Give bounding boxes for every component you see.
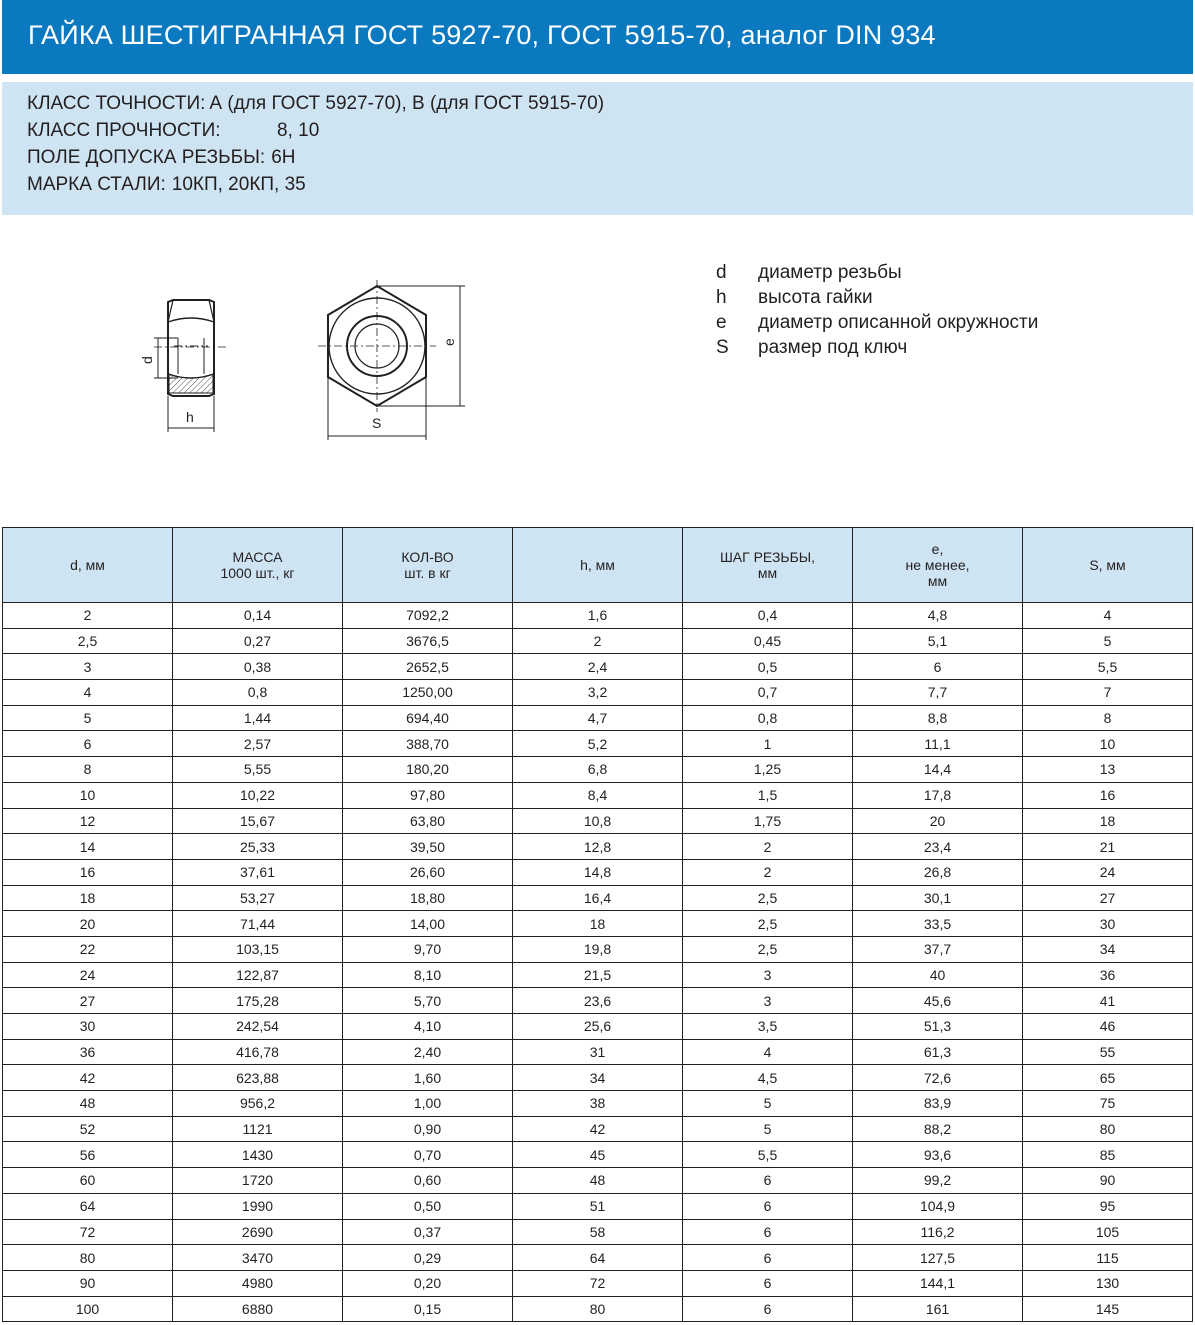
table-cell: 19,8 <box>513 936 683 962</box>
table-cell: 3470 <box>173 1245 343 1271</box>
table-cell: 103,15 <box>173 936 343 962</box>
column-header <box>1023 528 1193 603</box>
table-cell: 42 <box>513 1116 683 1142</box>
table-cell: 38 <box>513 1091 683 1117</box>
table-cell: 11,1 <box>853 731 1023 757</box>
column-header <box>343 528 513 603</box>
table-cell: 0,70 <box>343 1142 513 1168</box>
table-cell: 39,50 <box>343 834 513 860</box>
table-cell: 21 <box>1023 834 1193 860</box>
table-cell: 30 <box>3 1014 173 1040</box>
table-cell: 90 <box>3 1270 173 1296</box>
table-cell: 1,6 <box>513 603 683 629</box>
table-cell: 144,1 <box>853 1270 1023 1296</box>
table-cell: 3676,5 <box>343 628 513 654</box>
table-cell: 6 <box>683 1245 853 1271</box>
table-cell: 6 <box>683 1296 853 1322</box>
table-cell: 4,8 <box>853 603 1023 629</box>
spec-strength-value: 8, 10 <box>277 120 320 141</box>
table-cell: 161 <box>853 1296 1023 1322</box>
table-cell: 5 <box>683 1116 853 1142</box>
table-cell: 2 <box>3 603 173 629</box>
spec-accuracy-value: А (для ГОСТ 5927-70), В (для ГОСТ 5915-70) <box>209 93 605 114</box>
table-cell: 53,27 <box>173 885 343 911</box>
table-row <box>3 936 1193 962</box>
table-cell: 3,2 <box>513 680 683 706</box>
table-cell: 0,29 <box>343 1245 513 1271</box>
table-cell: 122,87 <box>173 962 343 988</box>
table-row <box>3 859 1193 885</box>
table-cell: 0,27 <box>173 628 343 654</box>
table-cell: 1,44 <box>173 705 343 731</box>
table-cell: 956,2 <box>173 1091 343 1117</box>
table-cell: 17,8 <box>853 782 1023 808</box>
table-row <box>3 1245 1193 1271</box>
table-cell: 16 <box>3 859 173 885</box>
dimensions-table-container <box>2 527 1193 1322</box>
table-cell: 64 <box>513 1245 683 1271</box>
table-cell: 0,4 <box>683 603 853 629</box>
nut-technical-drawing <box>120 270 500 450</box>
table-row <box>3 885 1193 911</box>
dimensions-table <box>2 527 1193 1322</box>
table-cell: 0,20 <box>343 1270 513 1296</box>
table-cell: 12,8 <box>513 834 683 860</box>
table-cell: 145 <box>1023 1296 1193 1322</box>
table-cell: 55 <box>1023 1039 1193 1065</box>
table-cell: 8,4 <box>513 782 683 808</box>
table-row <box>3 962 1193 988</box>
table-cell: 21,5 <box>513 962 683 988</box>
table-cell: 6 <box>683 1270 853 1296</box>
table-cell: 99,2 <box>853 1168 1023 1194</box>
table-cell: 0,5 <box>683 654 853 680</box>
table-cell: 2 <box>513 628 683 654</box>
table-cell: 14,00 <box>343 911 513 937</box>
table-row <box>3 1193 1193 1219</box>
table-cell: 4 <box>1023 603 1193 629</box>
table-row <box>3 1065 1193 1091</box>
table-cell: 5,1 <box>853 628 1023 654</box>
spec-tolerance-value: 6Н <box>271 147 296 168</box>
table-cell: 8 <box>1023 705 1193 731</box>
table-cell: 10,8 <box>513 808 683 834</box>
table-cell: 37,61 <box>173 859 343 885</box>
table-cell: 5,2 <box>513 731 683 757</box>
table-cell: 51,3 <box>853 1014 1023 1040</box>
column-header-line: КОЛ-ВО <box>401 549 454 565</box>
table-cell: 388,70 <box>343 731 513 757</box>
table-cell: 2 <box>683 834 853 860</box>
table-cell: 18 <box>3 885 173 911</box>
table-row <box>3 757 1193 783</box>
column-header <box>173 528 343 603</box>
table-cell: 15,67 <box>173 808 343 834</box>
table-cell: 2,40 <box>343 1039 513 1065</box>
table-cell: 26,8 <box>853 859 1023 885</box>
table-cell: 80 <box>3 1245 173 1271</box>
table-cell: 1,00 <box>343 1091 513 1117</box>
table-cell: 83,9 <box>853 1091 1023 1117</box>
table-cell: 4,7 <box>513 705 683 731</box>
spec-strength <box>27 120 320 142</box>
table-cell: 36 <box>1023 962 1193 988</box>
table-cell: 2690 <box>173 1219 343 1245</box>
table-cell: 8 <box>3 757 173 783</box>
spec-tolerance <box>27 147 296 169</box>
table-cell: 80 <box>513 1296 683 1322</box>
table-cell: 7092,2 <box>343 603 513 629</box>
table-row <box>3 1014 1193 1040</box>
table-cell: 623,88 <box>173 1065 343 1091</box>
table-cell: 24 <box>3 962 173 988</box>
table-header-row <box>3 528 1193 603</box>
table-cell: 45 <box>513 1142 683 1168</box>
table-body <box>3 603 1193 1322</box>
table-cell: 0,50 <box>343 1193 513 1219</box>
table-cell: 416,78 <box>173 1039 343 1065</box>
table-cell: 5,55 <box>173 757 343 783</box>
table-cell: 16 <box>1023 782 1193 808</box>
table-cell: 48 <box>513 1168 683 1194</box>
table-cell: 175,28 <box>173 988 343 1014</box>
spec-steel-value: 10КП, 20КП, 35 <box>171 174 306 195</box>
column-header-line: e, <box>931 541 944 557</box>
column-header <box>3 528 173 603</box>
table-cell: 37,7 <box>853 936 1023 962</box>
table-cell: 20 <box>853 808 1023 834</box>
table-row <box>3 628 1193 654</box>
table-cell: 1121 <box>173 1116 343 1142</box>
table-cell: 30 <box>1023 911 1193 937</box>
table-cell: 3 <box>683 988 853 1014</box>
table-row <box>3 731 1193 757</box>
table-row <box>3 808 1193 834</box>
table-cell: 0,60 <box>343 1168 513 1194</box>
title-bar <box>2 0 1193 74</box>
column-header-line: ШАГ РЕЗЬБЫ, <box>719 549 816 565</box>
page-title: ГАЙКА ШЕСТИГРАННАЯ ГОСТ 5927-70, ГОСТ 5915-70, аналог DIN 934 <box>28 20 936 50</box>
table-cell: 0,15 <box>343 1296 513 1322</box>
table-cell: 72,6 <box>853 1065 1023 1091</box>
table-row <box>3 834 1193 860</box>
legend-description: диаметр описанной окружности <box>758 312 1039 333</box>
table-cell: 18 <box>513 911 683 937</box>
legend-symbol: e <box>716 312 727 333</box>
table-cell: 64 <box>3 1193 173 1219</box>
table-row <box>3 782 1193 808</box>
table-cell: 115 <box>1023 1245 1193 1271</box>
legend-symbol: d <box>716 262 727 283</box>
drawing-label-h: h <box>186 409 194 425</box>
table-cell: 60 <box>3 1168 173 1194</box>
table-cell: 2,5 <box>683 911 853 937</box>
drawing-label-s: S <box>372 415 382 431</box>
column-header-line: мм <box>927 573 948 589</box>
table-cell: 0,90 <box>343 1116 513 1142</box>
drawing-label-e: e <box>441 338 457 346</box>
column-header-line: 1000 шт., кг <box>220 565 295 581</box>
table-cell: 90 <box>1023 1168 1193 1194</box>
table-cell: 25,6 <box>513 1014 683 1040</box>
table-cell: 0,14 <box>173 603 343 629</box>
table-row <box>3 705 1193 731</box>
table-cell: 130 <box>1023 1270 1193 1296</box>
table-cell: 5,5 <box>683 1142 853 1168</box>
table-cell: 33,5 <box>853 911 1023 937</box>
table-cell: 10,22 <box>173 782 343 808</box>
table-cell: 694,40 <box>343 705 513 731</box>
spec-strength-label: КЛАСС ПРОЧНОСТИ: <box>27 120 221 141</box>
table-cell: 75 <box>1023 1091 1193 1117</box>
table-cell: 3 <box>3 654 173 680</box>
table-cell: 48 <box>3 1091 173 1117</box>
table-cell: 13 <box>1023 757 1193 783</box>
table-cell: 27 <box>1023 885 1193 911</box>
table-cell: 0,45 <box>683 628 853 654</box>
table-row <box>3 1116 1193 1142</box>
table-cell: 2,5 <box>683 885 853 911</box>
table-cell: 16,4 <box>513 885 683 911</box>
table-cell: 8,8 <box>853 705 1023 731</box>
spec-accuracy-label: КЛАСС ТОЧНОСТИ: <box>27 93 206 114</box>
column-header <box>853 528 1023 603</box>
table-cell: 88,2 <box>853 1116 1023 1142</box>
column-header-line: d, мм <box>70 557 105 573</box>
table-cell: 0,8 <box>683 705 853 731</box>
column-header-line: S, мм <box>1089 557 1126 573</box>
table-cell: 72 <box>513 1270 683 1296</box>
table-cell: 2,4 <box>513 654 683 680</box>
table-cell: 41 <box>1023 988 1193 1014</box>
table-row <box>3 988 1193 1014</box>
table-cell: 1,75 <box>683 808 853 834</box>
column-header-line: не менее, <box>905 557 970 573</box>
table-cell: 85 <box>1023 1142 1193 1168</box>
table-cell: 18,80 <box>343 885 513 911</box>
table-cell: 23,4 <box>853 834 1023 860</box>
table-row <box>3 1296 1193 1322</box>
table-row <box>3 1142 1193 1168</box>
table-cell: 1,5 <box>683 782 853 808</box>
table-cell: 5 <box>683 1091 853 1117</box>
table-cell: 12 <box>3 808 173 834</box>
table-cell: 4,10 <box>343 1014 513 1040</box>
table-cell: 4 <box>683 1039 853 1065</box>
table-cell: 1250,00 <box>343 680 513 706</box>
table-cell: 104,9 <box>853 1193 1023 1219</box>
table-cell: 2 <box>683 859 853 885</box>
table-cell: 6 <box>683 1219 853 1245</box>
table-cell: 45,6 <box>853 988 1023 1014</box>
table-cell: 1720 <box>173 1168 343 1194</box>
drawing-label-d: d <box>139 356 155 364</box>
table-cell: 40 <box>853 962 1023 988</box>
nut-drawings <box>120 270 500 450</box>
table-cell: 26,60 <box>343 859 513 885</box>
table-cell: 20 <box>3 911 173 937</box>
table-cell: 1990 <box>173 1193 343 1219</box>
table-cell: 24 <box>1023 859 1193 885</box>
table-cell: 100 <box>3 1296 173 1322</box>
table-cell: 34 <box>513 1065 683 1091</box>
table-cell: 1430 <box>173 1142 343 1168</box>
table-row <box>3 1270 1193 1296</box>
table-cell: 22 <box>3 936 173 962</box>
table-cell: 127,5 <box>853 1245 1023 1271</box>
table-cell: 30,1 <box>853 885 1023 911</box>
table-cell: 0,7 <box>683 680 853 706</box>
table-cell: 2,5 <box>683 936 853 962</box>
spec-accuracy <box>27 93 604 115</box>
table-cell: 31 <box>513 1039 683 1065</box>
table-cell: 72 <box>3 1219 173 1245</box>
legend-description: диаметр резьбы <box>758 262 902 283</box>
table-cell: 25,33 <box>173 834 343 860</box>
table-cell: 71,44 <box>173 911 343 937</box>
table-cell: 6 <box>853 654 1023 680</box>
section-hatching <box>169 374 213 393</box>
table-cell: 7,7 <box>853 680 1023 706</box>
table-cell: 93,6 <box>853 1142 1023 1168</box>
column-header <box>683 528 853 603</box>
table-cell: 2,57 <box>173 731 343 757</box>
table-row <box>3 680 1193 706</box>
table-cell: 9,70 <box>343 936 513 962</box>
spec-tolerance-label: ПОЛЕ ДОПУСКА РЕЗЬБЫ: <box>27 147 266 168</box>
table-cell: 63,80 <box>343 808 513 834</box>
table-cell: 56 <box>3 1142 173 1168</box>
table-cell: 3 <box>683 962 853 988</box>
column-header-line: мм <box>757 565 778 581</box>
table-cell: 52 <box>3 1116 173 1142</box>
table-cell: 61,3 <box>853 1039 1023 1065</box>
table-row <box>3 1039 1193 1065</box>
table-cell: 5 <box>3 705 173 731</box>
table-cell: 6 <box>683 1193 853 1219</box>
table-cell: 10 <box>1023 731 1193 757</box>
table-cell: 46 <box>1023 1014 1193 1040</box>
table-cell: 65 <box>1023 1065 1193 1091</box>
table-cell: 6 <box>3 731 173 757</box>
table-row <box>3 1168 1193 1194</box>
table-row <box>3 1219 1193 1245</box>
table-cell: 3,5 <box>683 1014 853 1040</box>
table-cell: 95 <box>1023 1193 1193 1219</box>
table-row <box>3 654 1193 680</box>
nut-top-view <box>318 280 436 412</box>
table-cell: 14,8 <box>513 859 683 885</box>
specifications-panel <box>2 82 1193 215</box>
table-cell: 7 <box>1023 680 1193 706</box>
column-header-line: МАССА <box>232 549 283 565</box>
table-cell: 23,6 <box>513 988 683 1014</box>
table-cell: 80 <box>1023 1116 1193 1142</box>
table-cell: 42 <box>3 1065 173 1091</box>
dimension-d <box>154 338 178 378</box>
table-cell: 58 <box>513 1219 683 1245</box>
table-cell: 6880 <box>173 1296 343 1322</box>
column-header <box>513 528 683 603</box>
table-cell: 14 <box>3 834 173 860</box>
table-cell: 97,80 <box>343 782 513 808</box>
table-row <box>3 911 1193 937</box>
table-cell: 5 <box>1023 628 1193 654</box>
table-cell: 34 <box>1023 936 1193 962</box>
table-cell: 4 <box>3 680 173 706</box>
table-cell: 27 <box>3 988 173 1014</box>
table-cell: 1,25 <box>683 757 853 783</box>
table-row <box>3 603 1193 629</box>
table-cell: 0,8 <box>173 680 343 706</box>
table-cell: 6 <box>683 1168 853 1194</box>
table-cell: 1,60 <box>343 1065 513 1091</box>
table-cell: 36 <box>3 1039 173 1065</box>
table-cell: 6,8 <box>513 757 683 783</box>
table-cell: 180,20 <box>343 757 513 783</box>
table-cell: 105 <box>1023 1219 1193 1245</box>
column-header-line: шт. в кг <box>404 565 451 581</box>
table-cell: 8,10 <box>343 962 513 988</box>
table-cell: 116,2 <box>853 1219 1023 1245</box>
legend-symbol: S <box>716 337 729 358</box>
table-cell: 10 <box>3 782 173 808</box>
table-cell: 5,70 <box>343 988 513 1014</box>
table-cell: 2,5 <box>3 628 173 654</box>
spec-steel-label: МАРКА СТАЛИ: <box>27 174 166 195</box>
table-cell: 5,5 <box>1023 654 1193 680</box>
column-header-line: h, мм <box>580 557 615 573</box>
legend-description: размер под ключ <box>758 337 908 358</box>
table-cell: 18 <box>1023 808 1193 834</box>
table-cell: 1 <box>683 731 853 757</box>
table-cell: 0,38 <box>173 654 343 680</box>
spec-steel <box>27 174 306 196</box>
table-cell: 14,4 <box>853 757 1023 783</box>
table-cell: 2652,5 <box>343 654 513 680</box>
table-cell: 4980 <box>173 1270 343 1296</box>
table-cell: 242,54 <box>173 1014 343 1040</box>
table-cell: 0,37 <box>343 1219 513 1245</box>
table-row <box>3 1091 1193 1117</box>
legend-symbol: h <box>716 287 727 308</box>
table-cell: 51 <box>513 1193 683 1219</box>
legend-description: высота гайки <box>758 287 873 308</box>
table-cell: 4,5 <box>683 1065 853 1091</box>
